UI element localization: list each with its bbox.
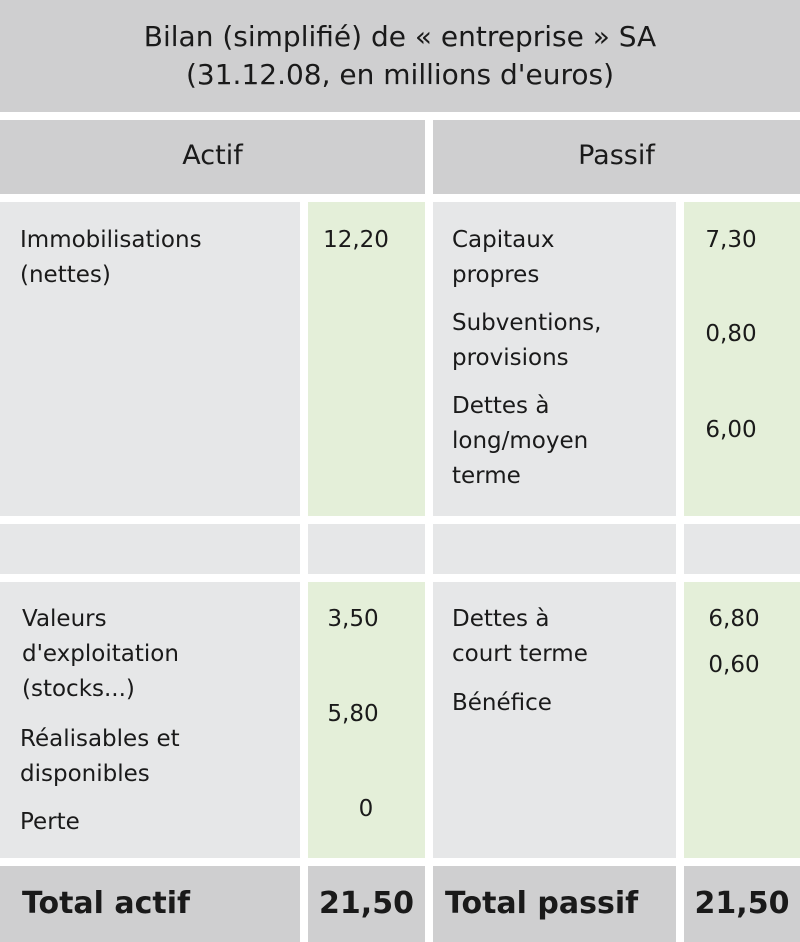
total-passif-value-cell <box>684 866 800 942</box>
total-actif-value-cell <box>308 866 425 942</box>
passif-header <box>433 120 800 194</box>
total-passif-value: 21,50 <box>694 886 790 921</box>
actif-header <box>0 120 425 194</box>
dettes-long-moyen-terme-value: 6,00 <box>705 417 757 443</box>
total-actif-label: Total actif <box>22 886 191 921</box>
immobilisations-value: 12,20 <box>323 227 389 253</box>
total-passif-label-cell <box>433 866 676 942</box>
capitaux-propres-value: 7,30 <box>705 227 757 253</box>
spacer-actif-label-cell <box>0 524 300 574</box>
subventions-value: 0,80 <box>705 321 757 347</box>
benefice-value: 0,60 <box>708 652 760 678</box>
dettes-court-terme-label: Dettes à court terme <box>452 606 588 667</box>
total-actif-value: 21,50 <box>319 886 414 921</box>
spacer-passif-label-cell <box>433 524 676 574</box>
realisables-value: 5,80 <box>327 701 379 727</box>
dettes-long-moyen-terme-label: Dettes à long/moyen terme <box>452 393 589 489</box>
spacer-actif-value-cell <box>308 524 425 574</box>
perte-label: Perte <box>20 809 80 835</box>
immobilisations-label: Immobilisations (nettes) <box>20 227 202 288</box>
valeurs-exploitation-value: 3,50 <box>327 606 379 632</box>
dettes-court-terme-value: 6,80 <box>708 606 760 632</box>
benefice-label: Bénéfice <box>452 690 552 716</box>
title-line-1: Bilan (simplifié) de « entreprise » SA <box>143 20 657 53</box>
title-header <box>0 0 800 112</box>
subventions-label: Subventions, provisions <box>452 310 602 371</box>
realisables-label: Réalisables et disponibles <box>20 726 180 787</box>
title-line-2: (31.12.08, en millions d'euros) <box>185 58 615 91</box>
total-passif-label: Total passif <box>445 886 639 921</box>
total-actif-label-cell <box>0 866 300 942</box>
perte-value: 0 <box>358 796 374 822</box>
capitaux-propres-label: Capitaux propres <box>452 227 555 288</box>
valeurs-exploitation-label: Valeurs d'exploitation (stocks...) <box>22 606 179 702</box>
spacer-passif-value-cell <box>684 524 800 574</box>
passif-header-label: Passif <box>578 140 655 171</box>
actif-header-label: Actif <box>182 140 243 171</box>
